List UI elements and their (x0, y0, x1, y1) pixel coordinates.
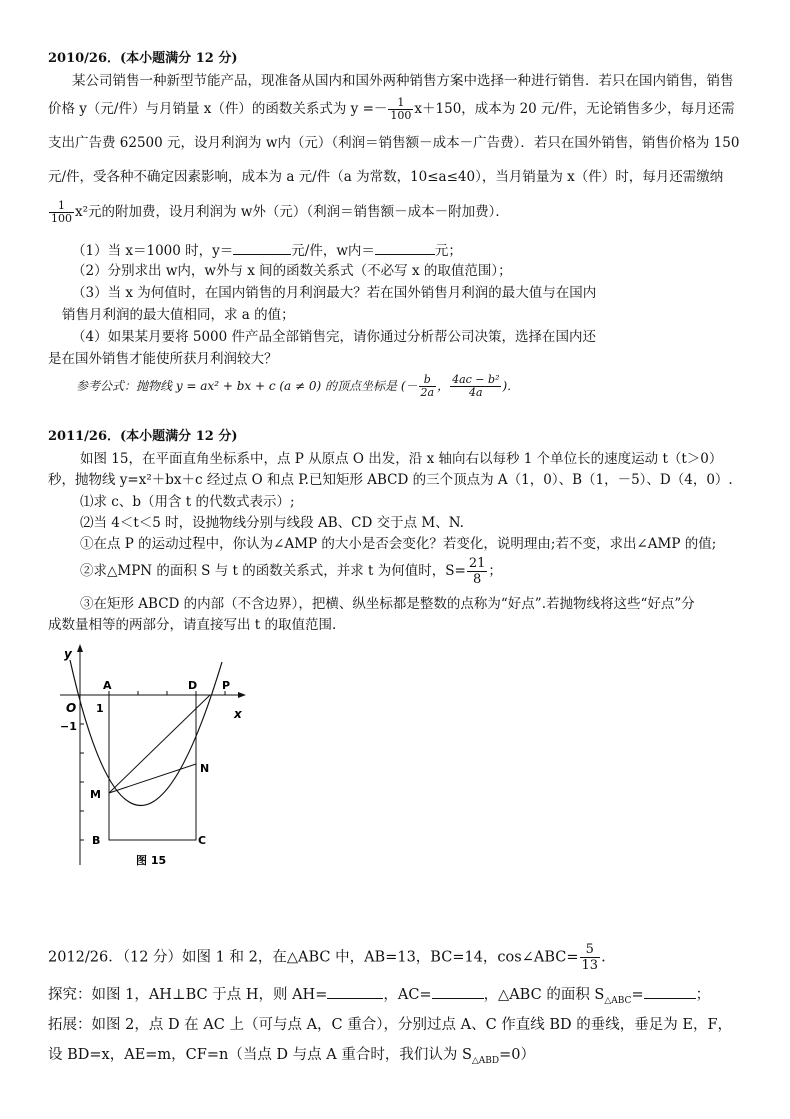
figure-15 (50, 640, 250, 875)
line-mp (109, 695, 210, 793)
fraction-numerator: 21 (468, 556, 486, 571)
label-b: B (92, 834, 101, 847)
rectangle-abcd (109, 695, 196, 840)
question-2011-2-3: ③在矩形 ABCD 的内部（不含边界），把横、纵坐标都是整数的点称为“好点”.若抛物线将这些“好点”分 (80, 596, 695, 612)
text-segment: ； (488, 563, 502, 579)
text-segment: x＋150，成本为 20 元/件，无论销售多少，每月还需 (414, 101, 735, 117)
problem-2011-header: 2011/26．(本小题满分 12 分) (48, 429, 238, 444)
fraction-denominator: 13 (581, 958, 599, 973)
label-n: N (200, 762, 210, 775)
text-segment: )． (502, 379, 520, 393)
label-1: 1 (96, 702, 104, 715)
problem-2012-extend-cont (48, 1046, 535, 1070)
fraction (467, 556, 488, 587)
label-p: P (222, 679, 231, 692)
label-a: A (103, 679, 112, 692)
text-segment: . (601, 949, 606, 966)
figure-caption: 图 15 (136, 854, 167, 867)
label-neg1: −1 (60, 720, 77, 733)
fraction-numerator: b (419, 374, 437, 387)
problem-2011-line-2: 秒，抛物线 y=x²＋bx＋c 经过点 O 和点 P.已知矩形 ABCD 的三个顶点为 A（1，0）、B（1，－5）、D（4，0）. (48, 472, 733, 488)
text-segment: = (631, 987, 644, 1003)
label-m: M (90, 788, 101, 801)
problem-2012-extend: 拓展：如图 2，点 D 在 AC 上（可与点 A，C 重合），分别过点 A、C 作直线 BD 的垂线，垂足为 E，F， (48, 1017, 733, 1033)
text-segment: 元； (434, 243, 462, 259)
text-segment: 设 BD=x，AE=m，CF=n（当点 D 与点 A 重合时，我们认为 S (48, 1047, 472, 1063)
question-2010-3-cont: 销售月利润的最大值相同，求 a 的值； (62, 307, 295, 323)
answer-blank[interactable] (432, 984, 484, 999)
question-2010-1 (72, 240, 462, 260)
x-axis-arrow (238, 692, 246, 698)
text-segment: 价格 y（元/件）与月销量 x（件）的函数关系式为 y =－ (48, 101, 388, 117)
question-2010-2: （2）分别求出 w内，w外与 x 间的函数关系式（不必写 x 的取值范围）； (72, 263, 512, 279)
question-2010-3: （3）当 x 为何值时，在国内销售的月利润最大？若在国外销售月利润的最大值与在国内 (72, 285, 597, 301)
question-2011-2-3-cont: 成数量相等的两部分，请直接写出 t 的取值范围. (48, 617, 337, 633)
text-segment: ，△ABC 的面积 S (483, 987, 605, 1003)
fraction-numerator: 5 (580, 942, 601, 958)
y-axis-arrow (77, 644, 83, 652)
answer-blank[interactable] (644, 984, 696, 999)
fraction (419, 374, 437, 399)
fraction (580, 942, 601, 973)
text-segment: =0） (499, 1047, 536, 1063)
y-axis-ticks (80, 724, 84, 840)
fraction-denominator: 100 (51, 212, 72, 225)
problem-2010-line-3: 支出广告费 62500 元，设月利润为 w内（元）（利润＝销售额－成本－广告费）．若只在国外销售，销售价格为 150 (48, 135, 740, 151)
question-2010-4-cont: 是在国外销售才能使所获月利润较大？ (48, 351, 278, 367)
fraction-denominator: 4a (469, 386, 483, 399)
subscript: △ABD (471, 1055, 500, 1066)
problem-2010-line-2 (48, 97, 735, 122)
answer-blank[interactable] (375, 240, 435, 255)
problem-2012-explore (48, 984, 710, 1010)
question-2011-2-2 (80, 556, 502, 587)
subscript: △ABC (604, 995, 632, 1006)
label-o: O (66, 701, 77, 715)
problem-2010-header: 2010/26．(本小题满分 12 分) (48, 51, 238, 66)
line-mn (109, 764, 196, 793)
label-c: C (198, 834, 207, 847)
x-axis-ticks (109, 691, 225, 695)
fraction (49, 200, 74, 225)
fraction-denominator: 8 (472, 572, 482, 587)
text-segment: 2012/26．（12 分）如图 1 和 2，在△ABC 中，AB=13，BC=14，cos∠ABC= (48, 949, 579, 966)
problem-2012-line-1 (48, 942, 606, 973)
text-segment: x²元的附加费，设月利润为 w外（元）（利润＝销售额－成本－附加费）． (75, 204, 509, 220)
text-segment: ②求△MPN 的面积 S 与 t 的函数关系式，并求 t 为何值时，S= (80, 563, 466, 579)
question-2010-4: （4）如果某月要将 5000 件产品全部销售完，请你通过分析帮公司决策，选择在国内还 (72, 329, 597, 345)
fraction-numerator: 1 (388, 97, 413, 110)
fraction-denominator: 100 (390, 109, 412, 122)
answer-blank[interactable] (233, 240, 291, 255)
text-segment: 探究：如图 1，AH⊥BC 于点 H，则 AH= (48, 987, 328, 1003)
fraction-numerator: 4ac − b² (452, 373, 500, 386)
text-segment: （1）当 x＝1000 时，y＝ (72, 243, 234, 259)
problem-2010-line-5 (48, 200, 509, 225)
text-segment: 元/件，w内＝ (291, 243, 375, 259)
question-2011-2-1: ①在点 P 的运动过程中，你认为∠AMP 的大小是否会变化？若变化，说明理由;若不变，求出∠AMP 的值; (80, 536, 717, 552)
label-d: D (188, 679, 198, 692)
fraction (450, 374, 501, 399)
text-segment: ，AC= (383, 987, 432, 1003)
label-y: y (64, 647, 72, 661)
problem-2010-line-1: 某公司销售一种新型节能产品，现准备从国内和国外两种销售方案中选择一种进行销售．若只在国内销售，销售 (72, 73, 734, 89)
fraction (388, 97, 413, 122)
problem-2010-line-4: 元/件，受各种不确定因素影响，成本为 a 元/件（a 为常数，10≤a≤40），当月销量为 x（件）时，每月还需缴纳 (48, 169, 724, 185)
parabola (70, 660, 222, 806)
question-2011-1: ⑴求 c、b（用含 t 的代数式表示）; (80, 494, 295, 510)
question-2011-2: ⑵当 4＜t＜5 时，设抛物线分别与线段 AB、CD 交于点 M、N. (80, 515, 464, 531)
text-segment: 参考公式：抛物线 y = ax² + bx + c (a ≠ 0) 的顶点坐标是 (－ (76, 379, 418, 393)
problem-2011-line-1: 如图 15，在平面直角坐标系中，点 P 从原点 O 出发，沿 x 轴向右以每秒 1 个单位长的速度运动 t（t＞0） (80, 451, 723, 467)
reference-formula: 参考公式：抛物线 y = ax² + bx + c (a ≠ 0) 的顶点坐标是 (－ $\frac{b}{2a}$ ， $\frac{\text{4ac − b²}}{4a}$ )． (76, 373, 520, 399)
text-segment: ； (695, 987, 711, 1003)
fraction-numerator: 1 (49, 200, 74, 213)
answer-blank[interactable] (327, 984, 383, 999)
label-x: x (234, 707, 242, 721)
fraction-denominator: 2a (420, 386, 435, 399)
